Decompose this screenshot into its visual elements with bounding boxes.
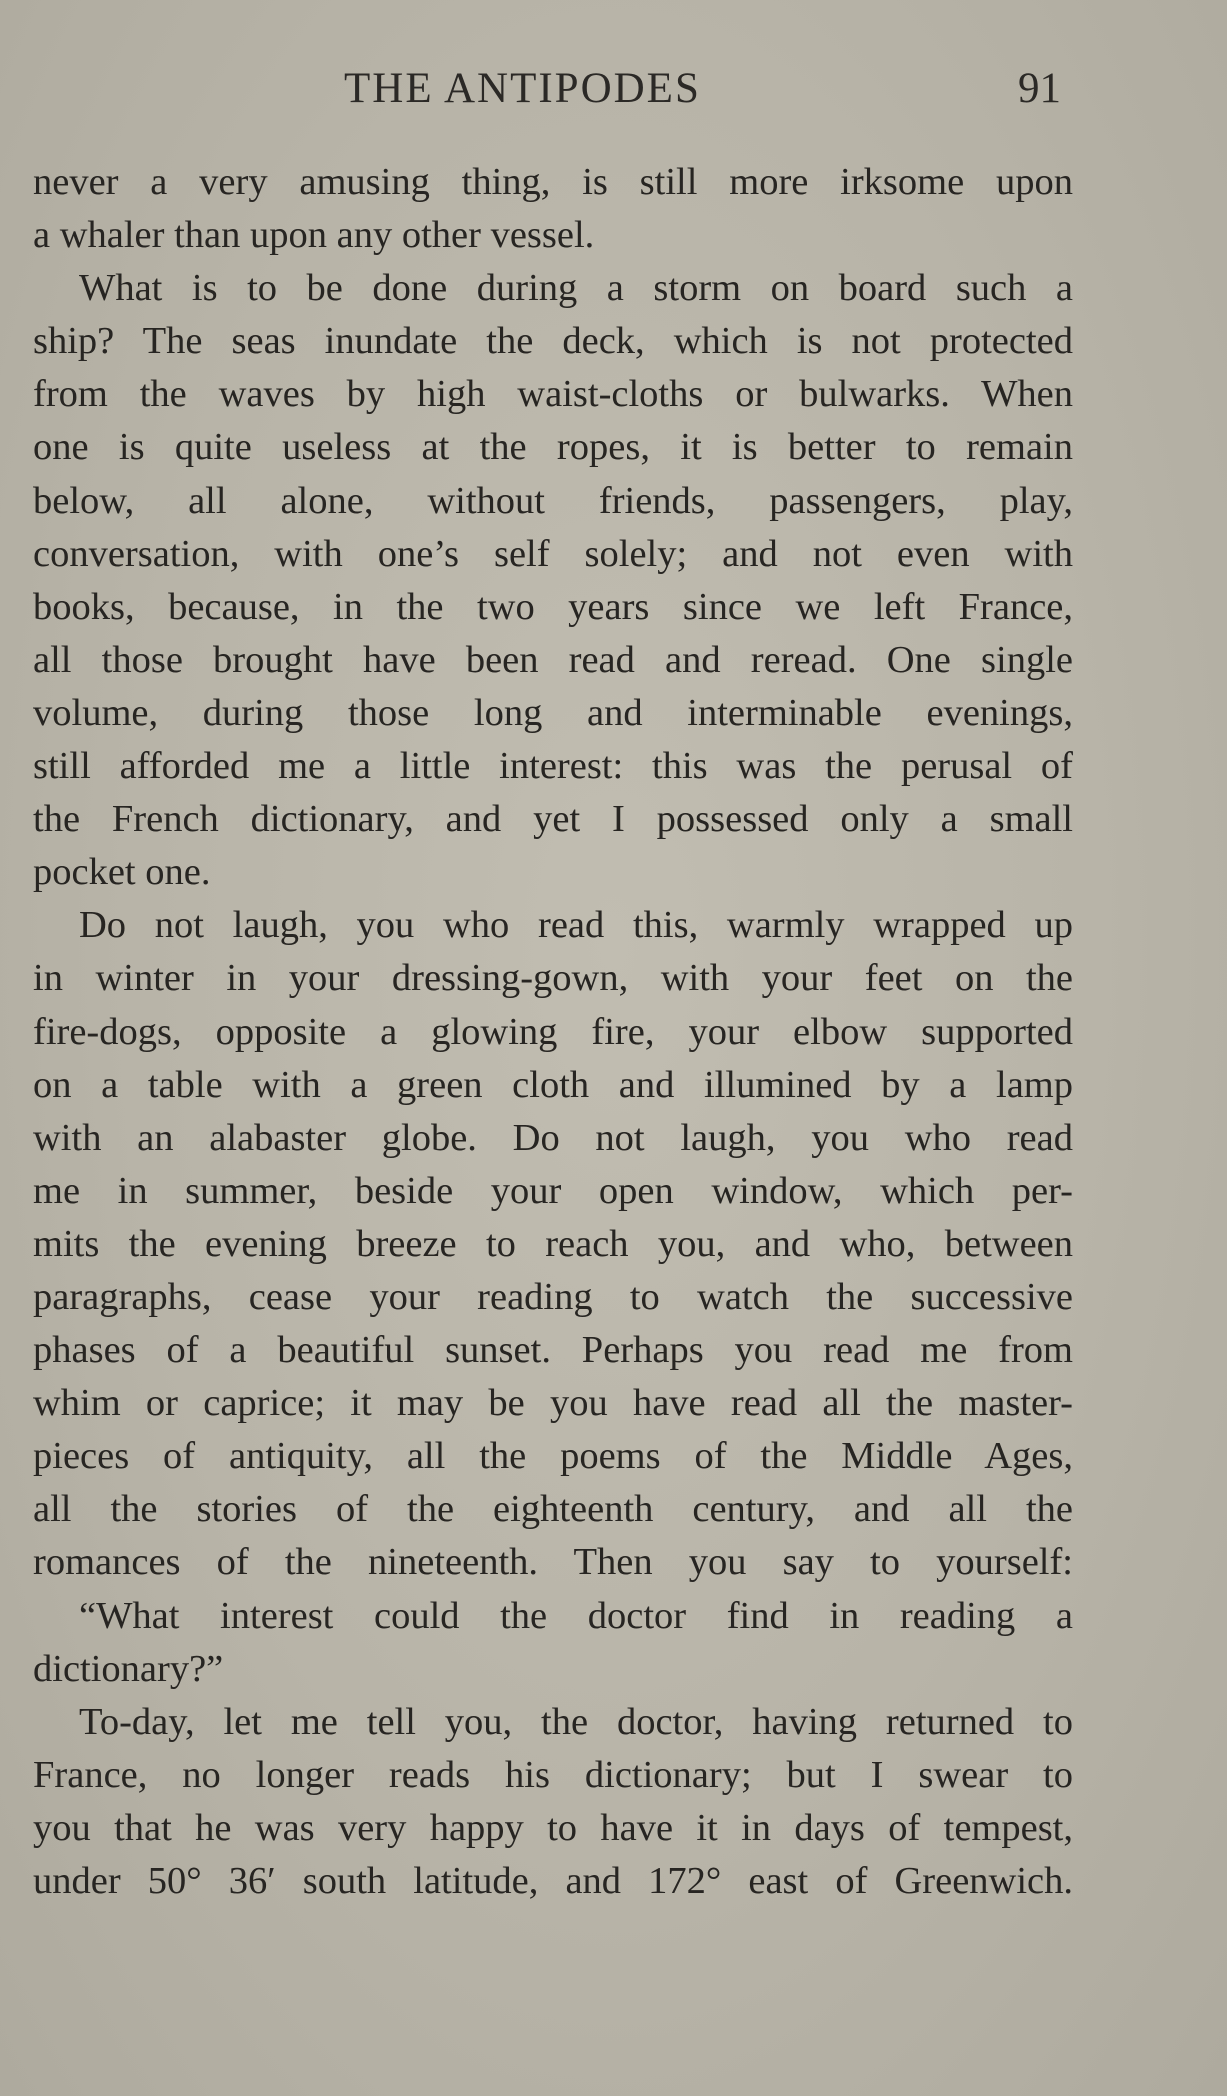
text-line: dictionary?”	[33, 1647, 224, 1690]
text-line: one is quite useless at the ropes, it is better to remain	[33, 426, 1073, 469]
text-line: from the waves by high waist-cloths or bulwarks. When	[33, 373, 1073, 416]
text-line: on a table with a green cloth and illumined by a lamp	[33, 1063, 1073, 1106]
text-line: a whaler than upon any other vessel.	[33, 214, 595, 257]
body-text	[33, 156, 1073, 1908]
running-title: THE ANTIPODES	[344, 65, 701, 112]
page-number: 91	[1018, 65, 1061, 112]
text-line: you that he was very happy to have it in days of tempest,	[33, 1806, 1073, 1849]
text-line: volume, during those long and interminable evenings,	[33, 691, 1073, 734]
text-line: What is to be done during a storm on board such a	[79, 267, 1073, 310]
text-line: romances of the nineteenth. Then you say to yourself:	[33, 1541, 1073, 1584]
text-line: whim or caprice; it may be you have read all the master-	[33, 1382, 1073, 1425]
text-line: all the stories of the eighteenth century, and all the	[33, 1488, 1073, 1531]
text-line: ship? The seas inundate the deck, which is not protected	[33, 320, 1073, 363]
text-line: Do not laugh, you who read this, warmly wrapped up	[79, 904, 1073, 947]
page-header	[0, 64, 1227, 124]
text-line: never a very amusing thing, is still more irksome upon	[33, 161, 1073, 203]
text-line: “What interest could the doctor find in reading a	[79, 1594, 1073, 1637]
text-line: mits the evening breeze to reach you, and who, between	[33, 1222, 1073, 1265]
text-line: phases of a beautiful sunset. Perhaps you read me from	[33, 1329, 1073, 1372]
text-line: me in summer, beside your open window, which per-	[33, 1169, 1073, 1212]
text-line: conversation, with one’s self solely; and not even with	[33, 532, 1073, 575]
text-line: under 50° 36′ south latitude, and 172° east of Greenwich.	[33, 1860, 1073, 1902]
text-line: in winter in your dressing-gown, with your feet on the	[33, 957, 1073, 1000]
text-line: pieces of antiquity, all the poems of the Middle Ages,	[33, 1435, 1073, 1478]
text-line: the French dictionary, and yet I possessed only a small	[33, 798, 1073, 841]
text-line: fire-dogs, opposite a glowing fire, your elbow supported	[33, 1010, 1073, 1053]
text-line: To-day, let me tell you, the doctor, having returned to	[79, 1700, 1073, 1743]
text-line: below, all alone, without friends, passengers, play,	[33, 479, 1073, 522]
text-line: still afforded me a little interest: this was the perusal of	[33, 745, 1073, 788]
text-line: paragraphs, cease your reading to watch the successive	[33, 1275, 1073, 1318]
text-line: books, because, in the two years since we left France,	[33, 585, 1073, 628]
text-line: with an alabaster globe. Do not laugh, you who read	[33, 1116, 1073, 1159]
text-line: pocket one.	[33, 851, 211, 894]
text-line: France, no longer reads his dictionary; but I swear to	[33, 1753, 1073, 1796]
text-line: all those brought have been read and reread. One single	[33, 638, 1073, 681]
